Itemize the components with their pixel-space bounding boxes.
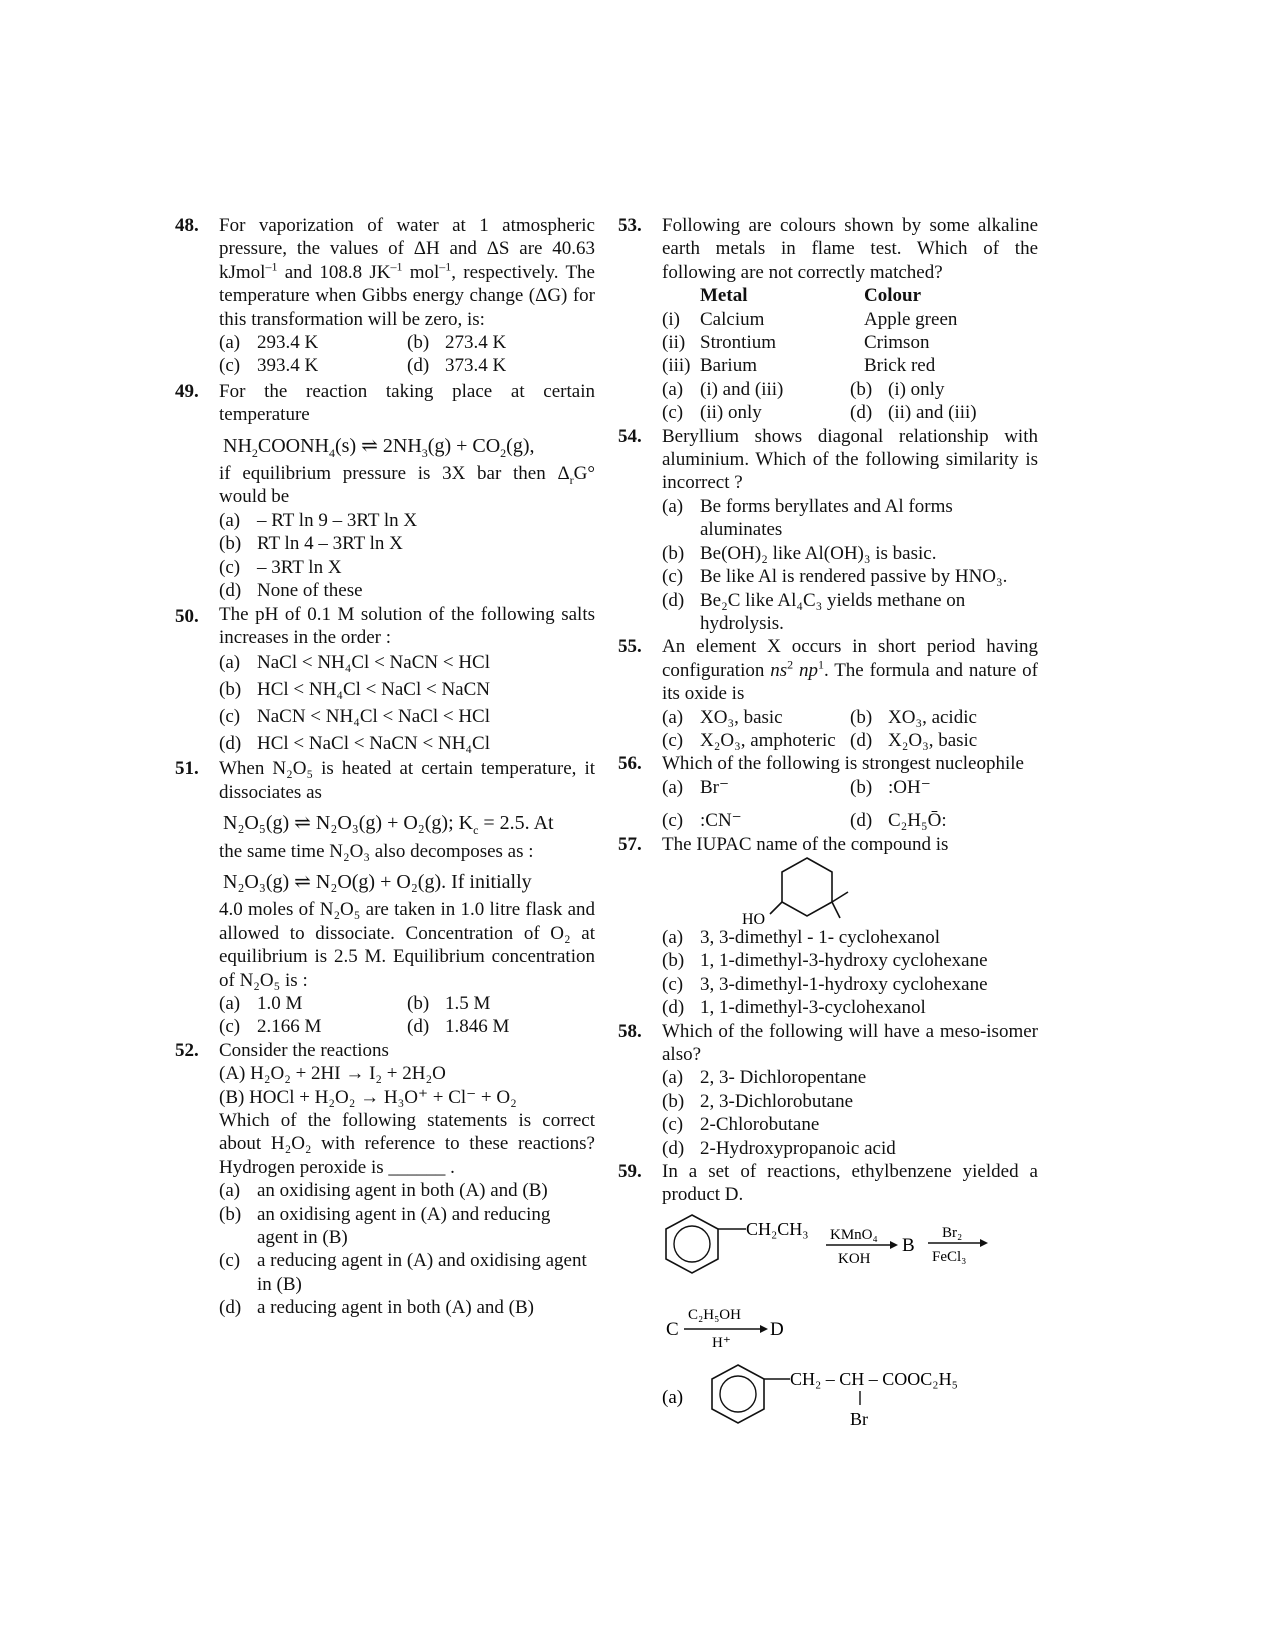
reagent-fecl3: FeCl₃ <box>932 1248 967 1265</box>
question-52: 52. Consider the reactions (A) H₂O₂ + 2HI → I₂ + 2H₂O (B) HOCl + H₂O₂ → H₃O⁺ + Cl⁻ + O₂ Which of the following statements is correct about H₂O₂ with reference to these reactions? Hydrogen peroxide is ______ . (a) an oxidising agent in both (A) and (B) (b) an oxidising agent in (A) and reducing agent in (B) (c) a reducing agent in (A) and oxidising agent in (B) (d) a reducing agent in both (A) and (B) <box>175 1039 595 1319</box>
option-c[interactable]: (c) a reducing agent in (A) and oxidising agent in (B) <box>219 1250 587 1295</box>
reagent-kmno4: KMnO₄ <box>830 1226 878 1243</box>
left-column <box>175 214 595 1320</box>
option-b[interactable]: (b) (i) only <box>850 378 945 400</box>
option-a-bromine: Br <box>850 1408 868 1429</box>
option-a[interactable]: (a) Be forms beryllates and Al forms aluminates <box>662 495 953 541</box>
option-d[interactable]: (d) 1.846 M <box>407 1016 510 1038</box>
right-column <box>618 214 1038 1437</box>
question-51: 51. When N₂O₅ is heated at certain temperature, it dissociates as N₂O₅(g) ⇌ N₂O₃(g) + O₂(g); $K_c = 2.5$. At the same time N₂O₃ also decomposes as : N₂O₃(g) ⇌ N₂O(g) + O₂(g). If initially 4.0 moles of N₂O₅ are taken in 1.0 litre flask and allowed to dissociate. Concentration of O₂ at equilibrium is 2.5 M. Equilibrium concentration of N₂O₅ is : (a) 1.0 M (b) 1.5 M (c) 2.166 M (d) 1.846 M <box>175 758 595 1038</box>
question-stem: The pH of 0.1 M solution of the following salts increases in the order : <box>219 603 595 648</box>
product-c: C <box>666 1318 679 1340</box>
question-stem: For the reaction taking place at certain temperature <box>219 380 595 426</box>
option-a[interactable]: (a) 2, 3- Dichloropentane <box>662 1067 867 1089</box>
option-a[interactable]: (a) NaCl < NH₄Cl < NaCN < HCl <box>219 652 490 674</box>
reaction-scheme <box>662 1207 1038 1437</box>
question-number: 56. <box>618 753 642 775</box>
option-b[interactable]: (b) 273.4 K <box>407 332 507 354</box>
question-48 <box>175 214 595 378</box>
option-c[interactable]: (c) 2.166 M <box>219 1016 322 1038</box>
question-49: 49. For the reaction taking place at certain temperature $NH_2COONH_4(s)$ ⇌ $2NH_3(g) + CO_2(g)$, if equilibrium pressure is 3X bar then $\Delta_rG^\circ$ would be (a) – RT ln 9 – 3RT ln X (b) RT ln 4 – 3RT ln X (c) – 3RT ln X (d) None of these <box>175 380 595 602</box>
option-c[interactable]: (c) 2-Chlorobutane <box>662 1114 820 1136</box>
option-d[interactable]: (d) 2-Hydroxypropanoic acid <box>662 1137 896 1159</box>
option-b[interactable]: (b) 1.5 M <box>407 992 491 1014</box>
question-59 <box>618 1160 1038 1437</box>
option-c[interactable]: (c) X₂O₃, amphoteric <box>662 729 836 751</box>
reagent-ethanol: C₂H₅OH <box>688 1306 741 1323</box>
question-53 <box>618 214 1038 425</box>
question-56 <box>618 752 1038 832</box>
reaction-b: (B) HOCl + H₂O₂ → H₃O⁺ + Cl⁻ + O₂ <box>219 1086 517 1108</box>
product-d: D <box>770 1318 784 1340</box>
question-stem: The IUPAC name of the compound is <box>662 833 949 855</box>
option-b[interactable]: (b) an oxidising agent in (A) and reducing agent in (B) <box>219 1203 551 1249</box>
question-number: 59. <box>618 1161 642 1183</box>
reaction-a: (A) H₂O₂ + 2HI → I₂ + 2H₂O <box>219 1063 446 1085</box>
question-number: 57. <box>618 833 642 855</box>
option-a[interactable]: (a) an oxidising agent in both (A) and (B) <box>219 1180 548 1202</box>
option-b[interactable]: (b) XO₃, acidic <box>850 706 977 728</box>
equation: N₂O₅(g) ⇌ N₂O₃(g) + O₂(g); $K_c = 2.5$. At <box>223 812 554 838</box>
option-d[interactable]: (d) None of these <box>219 580 363 602</box>
question-number: 50. <box>175 605 199 627</box>
question-stem: Which of the following is strongest nucleophile <box>662 753 1024 775</box>
reagent-koh: KOH <box>838 1250 871 1267</box>
question-number: 48. <box>175 215 199 236</box>
question-58 <box>618 1020 1038 1160</box>
option-c[interactable]: (c) :CN⁻ <box>662 810 742 832</box>
option-c[interactable]: (c) – 3RT ln X <box>219 556 342 578</box>
option-d[interactable]: (d) Be₂C like Al₄C₃ yields methane on hydrolysis. <box>662 589 966 634</box>
option-b[interactable]: (b) RT ln 4 – 3RT ln X <box>219 533 403 555</box>
hydroxyl-label: HO <box>742 910 766 926</box>
question-number: 49. <box>175 380 199 402</box>
question-number: 53. <box>618 215 642 236</box>
question-number: 55. <box>618 636 642 658</box>
option-c[interactable]: (c) Be like Al is rendered passive by HNO₃. <box>662 566 1008 588</box>
question-number: 58. <box>618 1020 642 1042</box>
option-a-label: (a) <box>662 1386 684 1408</box>
option-a[interactable]: (a) Br⁻ <box>662 776 730 798</box>
option-c[interactable]: (c) NaCN < NH₄Cl < NaCl < HCl <box>219 706 490 728</box>
product-b: B <box>902 1234 915 1256</box>
question-stem: An element X occurs in short period having configuration $ns^2$ $np^1$. The formula and nature of its oxide is <box>662 636 1038 705</box>
option-d[interactable]: (d) (ii) and (iii) <box>850 402 977 424</box>
header-colour: Colour <box>864 285 921 307</box>
option-c[interactable]: (c) (ii) only <box>662 402 762 424</box>
option-a[interactable]: (a) (i) and (iii) <box>662 378 784 400</box>
option-c[interactable]: (c) 393.4 K <box>219 355 319 377</box>
equation: $NH_2COONH_4(s)$ ⇌ $2NH_3(g) + CO_2(g)$, <box>223 434 535 460</box>
question-50 <box>175 603 595 758</box>
option-b[interactable]: (b) HCl < NH₄Cl < NaCl < NaCN <box>219 679 490 701</box>
option-b[interactable]: (b) 2, 3-Dichlorobutane <box>662 1090 854 1112</box>
question-stem: When N₂O₅ is heated at certain temperature, it dissociates as <box>219 758 595 803</box>
option-a[interactable]: (a) 3, 3-dimethyl - 1- cyclohexanol <box>662 926 941 948</box>
reagent-h-plus: H⁺ <box>712 1334 731 1351</box>
option-a[interactable]: (a) 293.4 K <box>219 332 319 354</box>
question-stem: For vaporization of water at 1 atmospheric pressure, the values of ΔH and ΔS are 40.63 kJmol$^{-1}$ and 108.8 $JK^{-1}$ mol$^{-1}$, respectively. The temperature when Gibbs energy change (ΔG) for this transformation will be zero, is: <box>219 215 595 330</box>
option-d[interactable]: (d) 373.4 K <box>407 355 507 377</box>
question-number: 51. <box>175 758 199 780</box>
option-d[interactable]: (d) X₂O₃, basic <box>850 729 978 751</box>
reagent-br2: Br₂ <box>942 1224 963 1241</box>
option-a[interactable]: (a) XO₃, basic <box>662 706 783 728</box>
option-b[interactable]: (b) 1, 1-dimethyl-3-hydroxy cyclohexane <box>662 950 988 972</box>
equation: N₂O₃(g) ⇌ N₂O(g) + O₂(g). If initially <box>223 870 532 893</box>
option-d[interactable]: (d) C₂H₅Ō: <box>850 810 947 832</box>
option-d[interactable]: (d) 1, 1-dimethyl-3-cyclohexanol <box>662 997 926 1019</box>
question-stem: Consider the reactions <box>219 1039 389 1061</box>
match-table: Metal Colour (i) Calcium Apple green (ii) Strontium Crimson (iii) Barium Brick red <box>662 284 1038 378</box>
option-a[interactable]: (a) 1.0 M <box>219 992 303 1014</box>
question-number: 54. <box>618 425 642 447</box>
option-b[interactable]: (b) :OH⁻ <box>850 776 931 798</box>
header-metal: Metal <box>700 285 748 307</box>
question-stem: Following are colours shown by some alkaline earth metals in flame test. Which of the following are not correctly matched? <box>662 215 1038 283</box>
question-57 <box>618 833 1038 1020</box>
question-stem: In a set of reactions, ethylbenzene yielded a product D. <box>662 1161 1038 1206</box>
question-stem: Beryllium shows diagonal relationship with aluminium. Which of the following similarity is incorrect ? <box>662 425 1038 494</box>
ethyl-group: CH₂CH₃ <box>746 1218 809 1239</box>
question-stem: Which of the following will have a meso-isomer also? <box>662 1020 1038 1065</box>
option-a[interactable]: (a) – RT ln 9 – 3RT ln X <box>219 509 418 531</box>
option-d[interactable]: (d) HCl < NaCl < NaCN < NH₄Cl <box>219 733 490 755</box>
option-b[interactable]: (b) Be(OH)₂ like Al(OH)₃ is basic. <box>662 542 937 564</box>
option-c[interactable]: (c) 3, 3-dimethyl-1-hydroxy cyclohexane <box>662 973 988 995</box>
question-54 <box>618 425 1038 636</box>
question-number: 52. <box>175 1039 199 1061</box>
cyclohexanol-structure <box>662 856 882 926</box>
question-55 <box>618 635 1038 752</box>
option-d[interactable]: (d) a reducing agent in both (A) and (B) <box>219 1297 534 1319</box>
option-a-chain: CH₂ – CH – COOC₂H₅ <box>790 1368 958 1389</box>
